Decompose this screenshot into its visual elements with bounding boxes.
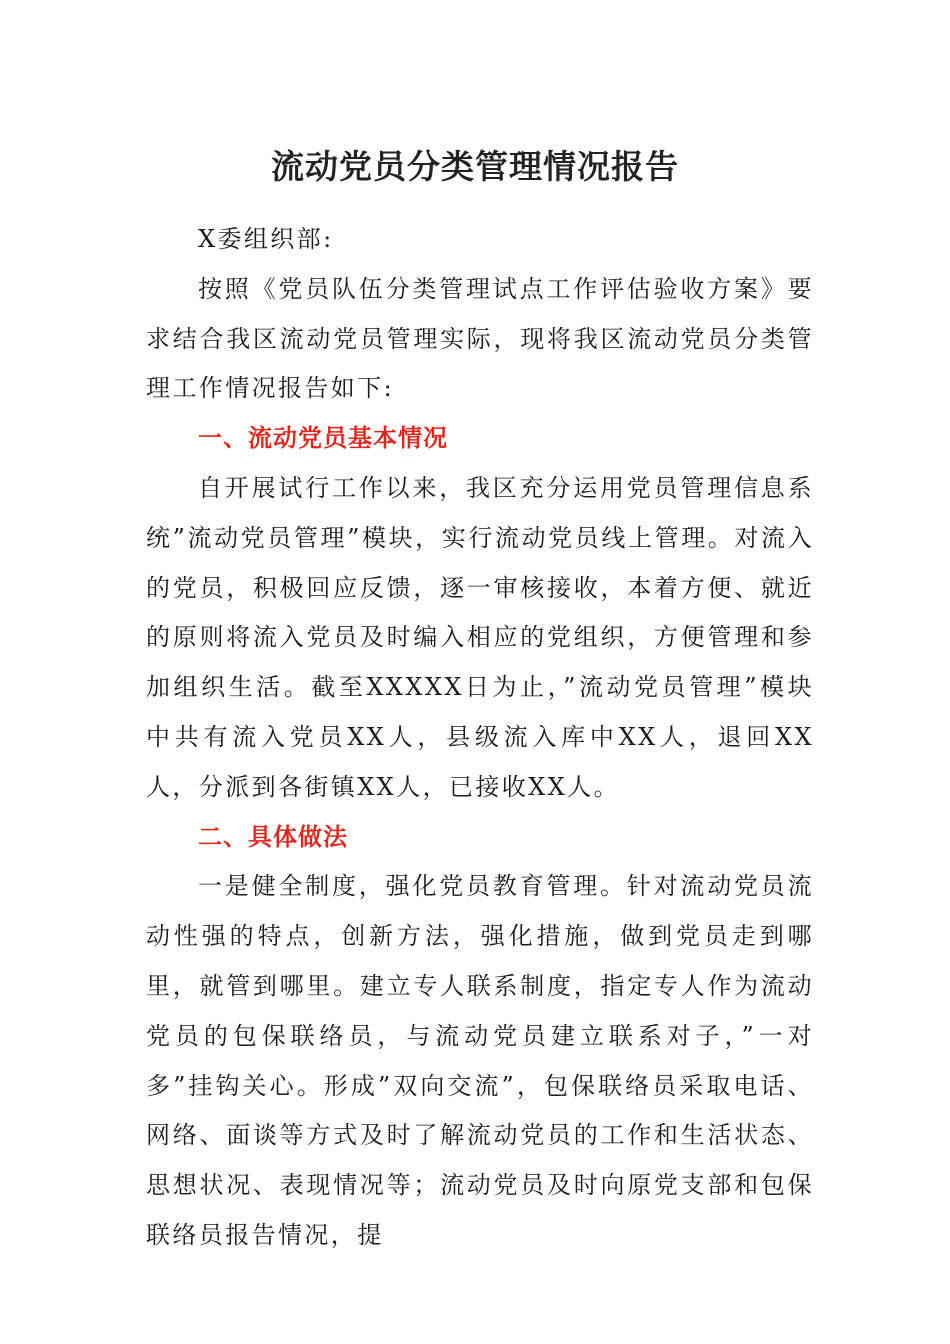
salutation: X委组织部: bbox=[198, 225, 334, 253]
document-title: 流动党员分类管理情况报告 bbox=[271, 147, 679, 186]
paragraph-specific-practices: 一是健全制度，强化党员教育管理。针对流动党员流动性强的特点，创新方法，强化措施，做到党员走到哪里，就管到哪里。建立专人联系制度，指定专人作为流动党员的包保联络员，与流动党员建立联系对子，”一对多”挂钩关心。形成”双向交流”，包保联络员采取电话、网络、面谈等方式及时了解流动党员的工作和生活状态、思想状况、表现情况等；流动党员及时向原党支部和包保联络员报告情况，提 bbox=[146, 872, 814, 1249]
paragraph-basic-situation: 自开展试行工作以来，我区充分运用党员管理信息系统”流动党员管理”模块，实行流动党员线上管理。对流入的党员，积极回应反馈，逐一审核接收，本着方便、就近的原则将流入党员及时编入相应的党组织，方便管理和参加组织生活。截至XXXXX日为止，”流动党员管理”模块中共有流入党员XX人，县级流入库中XX人，退回XX人，分派到各街镇XX人，已接收XX人。 bbox=[146, 473, 814, 801]
section-heading-specific-practices: 二、具体做法 bbox=[198, 822, 348, 851]
section-heading-basic-situation: 一、流动党员基本情况 bbox=[198, 424, 448, 453]
document-body bbox=[146, 215, 814, 1261]
paragraph-intro: 按照《党员队伍分类管理试点工作评估验收方案》要求结合我区流动党员管理实际，现将我区流动党员分类管理工作情况报告如下: bbox=[146, 274, 814, 403]
